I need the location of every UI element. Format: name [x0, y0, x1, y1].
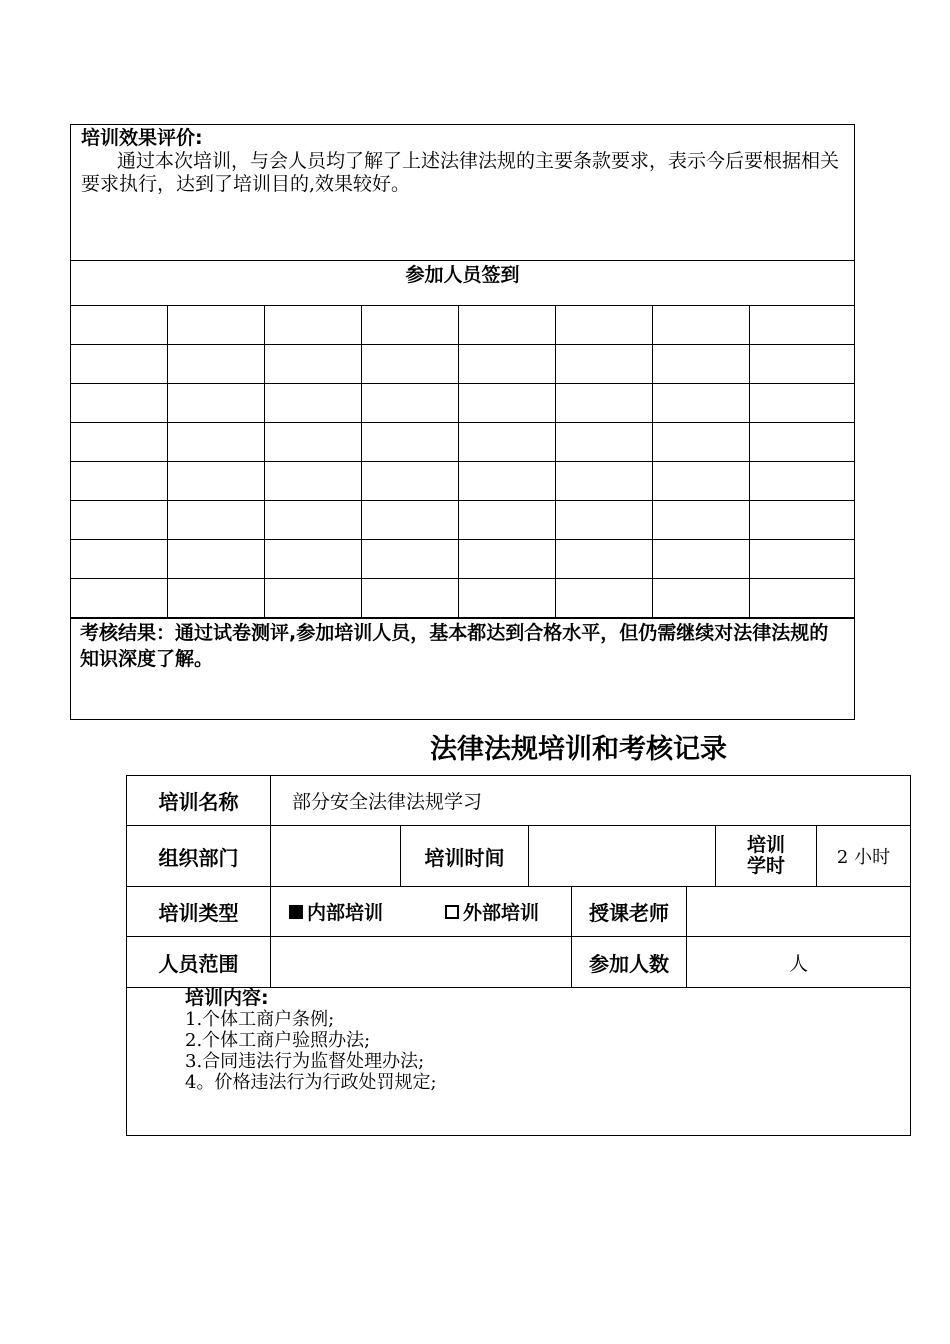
teacher-label: 授课老师 — [589, 901, 669, 925]
signin-cell[interactable] — [361, 423, 458, 462]
signin-cell[interactable] — [458, 345, 555, 384]
checked-box-icon — [289, 905, 303, 919]
evaluation-table — [70, 124, 855, 720]
unchecked-box-icon — [445, 905, 459, 919]
signin-cell[interactable] — [749, 384, 854, 423]
evaluation-heading: 培训效果评价: — [81, 127, 203, 149]
evaluation-section — [71, 125, 854, 261]
signin-cell[interactable] — [652, 462, 749, 501]
signin-cell[interactable] — [749, 501, 854, 540]
signin-cell[interactable] — [458, 423, 555, 462]
training-content-item: 4。价格违法行为行政处罚规定; — [185, 1072, 437, 1093]
signin-cell[interactable] — [555, 579, 652, 618]
signin-cell[interactable] — [652, 384, 749, 423]
signin-cell[interactable] — [652, 579, 749, 618]
signin-cell[interactable] — [361, 345, 458, 384]
training-name-label: 培训名称 — [158, 790, 239, 814]
evaluation-text: 通过本次培训，与会人员均了解了上述法律法规的主要条款要求，表示今后要根据相关要求执行，达到了培训目的,效果较好。 — [81, 150, 840, 195]
training-type-label: 培训类型 — [158, 901, 239, 925]
signin-cell[interactable] — [264, 345, 361, 384]
exam-result: 考核结果：通过试卷测评,参加培训人员，基本都达到合格水平，但仍需继续对法律法规的知识深度了解。 — [71, 618, 854, 719]
training-hours-value[interactable]: 2 小时 — [836, 847, 891, 868]
department-value[interactable] — [271, 826, 400, 886]
signin-cell[interactable] — [458, 384, 555, 423]
type-internal-option[interactable] — [289, 887, 439, 936]
attendee-count-value[interactable]: 人 — [788, 952, 808, 975]
signin-cell[interactable] — [555, 501, 652, 540]
signin-row — [71, 345, 854, 384]
training-time-value[interactable] — [529, 826, 715, 886]
signin-cell[interactable] — [749, 540, 854, 579]
signin-cell[interactable] — [555, 540, 652, 579]
signin-cell[interactable] — [264, 306, 361, 345]
signin-cell[interactable] — [71, 462, 167, 501]
signin-cell[interactable] — [167, 579, 264, 618]
signin-cell[interactable] — [71, 306, 167, 345]
signin-cell[interactable] — [458, 462, 555, 501]
type-external-option[interactable] — [445, 887, 571, 936]
type-external-label: 外部培训 — [463, 902, 540, 924]
signin-cell[interactable] — [361, 384, 458, 423]
signin-cell[interactable] — [167, 540, 264, 579]
signin-cell[interactable] — [749, 462, 854, 501]
training-content-item: 2.个体工商户验照办法; — [185, 1030, 371, 1051]
signin-cell[interactable] — [264, 462, 361, 501]
training-time-label: 培训时间 — [424, 845, 505, 870]
training-record-form — [126, 775, 911, 1136]
signin-row — [71, 540, 854, 579]
signin-cell[interactable] — [361, 540, 458, 579]
signin-cell[interactable] — [71, 345, 167, 384]
signin-row — [71, 579, 854, 618]
signin-cell[interactable] — [555, 462, 652, 501]
personnel-scope-label: 人员范围 — [158, 951, 239, 976]
signin-cell[interactable] — [555, 306, 652, 345]
signin-cell[interactable] — [652, 501, 749, 540]
signin-cell[interactable] — [264, 501, 361, 540]
signin-row — [71, 423, 854, 462]
signin-row — [71, 306, 854, 345]
signin-row — [71, 462, 854, 501]
signin-cell[interactable] — [555, 345, 652, 384]
training-name-value[interactable]: 部分安全法律法规学习 — [292, 791, 483, 813]
signin-cell[interactable] — [167, 462, 264, 501]
signin-cell[interactable] — [167, 501, 264, 540]
signin-cell[interactable] — [749, 345, 854, 384]
signin-cell[interactable] — [71, 501, 167, 540]
type-internal-label: 内部培训 — [307, 902, 384, 924]
signin-cell[interactable] — [361, 579, 458, 618]
signin-cell[interactable] — [361, 501, 458, 540]
signin-cell[interactable] — [652, 423, 749, 462]
personnel-scope-value[interactable] — [271, 937, 571, 987]
signin-cell[interactable] — [652, 540, 749, 579]
signin-cell[interactable] — [167, 384, 264, 423]
training-content-heading: 培训内容: — [185, 987, 269, 1009]
training-content-section — [185, 988, 437, 1093]
signin-heading: 参加人员签到 — [71, 261, 854, 306]
signin-row — [71, 501, 854, 540]
signin-cell[interactable] — [71, 579, 167, 618]
teacher-value[interactable] — [687, 887, 910, 936]
signin-row — [71, 384, 854, 423]
signin-cell[interactable] — [749, 423, 854, 462]
signin-cell[interactable] — [555, 423, 652, 462]
attendee-count-label: 参加人数 — [589, 951, 669, 976]
signin-cell[interactable] — [167, 423, 264, 462]
department-label: 组织部门 — [158, 845, 239, 870]
signin-cell[interactable] — [555, 384, 652, 423]
signin-cell[interactable] — [264, 384, 361, 423]
training-content-item: 3.合同违法行为监督处理办法; — [185, 1051, 425, 1072]
signin-cell[interactable] — [71, 423, 167, 462]
signin-cell[interactable] — [458, 501, 555, 540]
signin-cell[interactable] — [71, 540, 167, 579]
training-content-item: 1.个体工商户条例; — [185, 1009, 335, 1030]
signin-cell[interactable] — [458, 306, 555, 345]
form-title: 法律法规培训和考核记录 — [430, 734, 727, 765]
signin-cell[interactable] — [458, 579, 555, 618]
signin-cell[interactable] — [458, 540, 555, 579]
signin-grid — [71, 306, 854, 618]
signin-cell[interactable] — [652, 345, 749, 384]
signin-cell[interactable] — [71, 384, 167, 423]
signin-cell[interactable] — [264, 540, 361, 579]
signin-cell[interactable] — [361, 462, 458, 501]
signin-cell[interactable] — [264, 579, 361, 618]
signin-cell[interactable] — [361, 306, 458, 345]
signin-cell[interactable] — [749, 579, 854, 618]
signin-cell[interactable] — [652, 306, 749, 345]
signin-cell[interactable] — [264, 423, 361, 462]
signin-cell[interactable] — [167, 306, 264, 345]
signin-cell[interactable] — [749, 306, 854, 345]
training-hours-label: 培训 学时 — [746, 834, 785, 877]
signin-cell[interactable] — [167, 345, 264, 384]
